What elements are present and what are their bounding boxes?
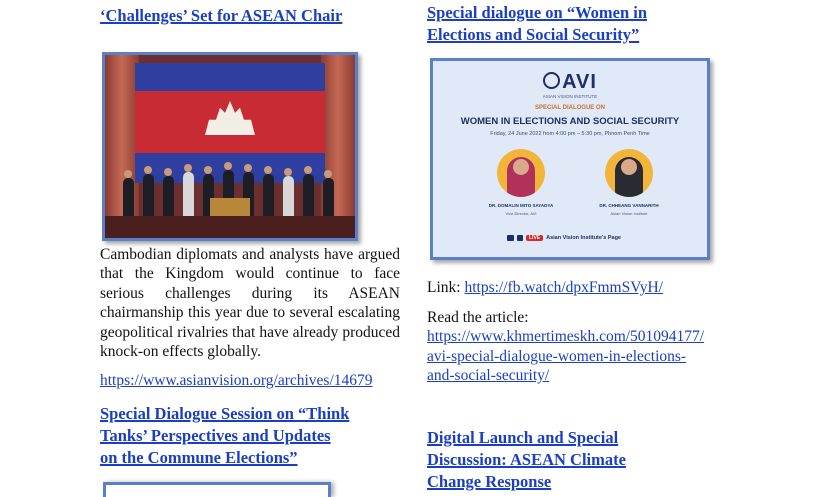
khmertimes-article-link[interactable] bbox=[427, 327, 704, 386]
speaker-2-role: Asian Vision Institute bbox=[610, 211, 648, 216]
speaker-1-photo bbox=[497, 149, 545, 197]
podium bbox=[210, 198, 250, 216]
live-badge: LIVE bbox=[526, 235, 543, 241]
headline-line: Digital Launch and Special bbox=[427, 428, 619, 447]
headline-line: Special Dialogue Session on “Think bbox=[100, 404, 350, 423]
facebook-icon bbox=[517, 235, 523, 241]
headline-line: Change Response bbox=[427, 472, 552, 491]
link-line: https://www.khmertimeskh.com/501094177/ bbox=[427, 328, 705, 345]
stage-floor bbox=[105, 216, 355, 238]
link-label: Link: bbox=[427, 279, 465, 296]
poster-date: Friday, 24 June 2022 from 4:00 pm – 5:30 pm, Phnom Penh Time bbox=[490, 131, 650, 137]
poster-footer: Asian Vision Institute's Page bbox=[546, 234, 621, 241]
headline-line: Elections and Social Security” bbox=[427, 25, 640, 44]
globe-icon bbox=[543, 72, 560, 89]
speaker-2-photo bbox=[605, 149, 653, 197]
speaker-1-role: Vice-Director, AVI bbox=[505, 211, 537, 216]
headline-line: Tanks’ Perspectives and Updates bbox=[100, 426, 331, 445]
read-article-label: Read the article: bbox=[427, 309, 529, 326]
poster-title: WOMEN IN ELECTIONS AND SOCIAL SECURITY bbox=[460, 116, 680, 127]
fb-link-line bbox=[427, 278, 663, 298]
event-poster bbox=[430, 58, 710, 260]
headline-line: Special dialogue on “Women in bbox=[427, 3, 648, 22]
poster-kicker: SPECIAL DIALOGUE ON bbox=[535, 105, 605, 111]
youtube-icon bbox=[507, 235, 514, 241]
headline-think-tanks-commune-elections[interactable] bbox=[100, 403, 410, 469]
avi-logo-subtitle: ASIAN VISION INSTITUTE bbox=[542, 94, 598, 99]
link-line: and-social-security/ bbox=[427, 367, 550, 384]
flag-stripe-top bbox=[135, 63, 325, 91]
avi-logo: AVI bbox=[562, 71, 597, 93]
link-line: avi-special-dialogue-women-in-elections- bbox=[427, 347, 687, 365]
event-photo bbox=[102, 52, 358, 241]
social-bar bbox=[507, 233, 621, 242]
headline-women-elections-social-security[interactable] bbox=[427, 2, 647, 46]
headline-line: on the Commune Elections” bbox=[100, 448, 298, 467]
fb-watch-link[interactable]: https://fb.watch/dpxFmmSVyH/ bbox=[464, 279, 663, 296]
headline-asean-climate-change[interactable] bbox=[427, 427, 747, 493]
speaker-1-name: DR. DOMALIN MITO SAYADYA bbox=[488, 203, 554, 208]
asianvision-archive-link[interactable]: https://www.asianvision.org/archives/14679 bbox=[100, 372, 373, 389]
headline-line: Discussion: ASEAN Climate bbox=[427, 450, 626, 469]
headline-asean-chair-challenges[interactable]: ‘Challenges’ Set for ASEAN Chair bbox=[100, 6, 343, 25]
speaker-2-name: DR. CHHEANG VANNARITH bbox=[599, 203, 659, 208]
article-summary: Cambodian diplomats and analysts have argued that the Kingdom would continue to face serious challenges during its ASEAN chairmanship this year due to several escalating geopolitical rivalries that have already produced knock-on effects globally. bbox=[100, 246, 400, 361]
